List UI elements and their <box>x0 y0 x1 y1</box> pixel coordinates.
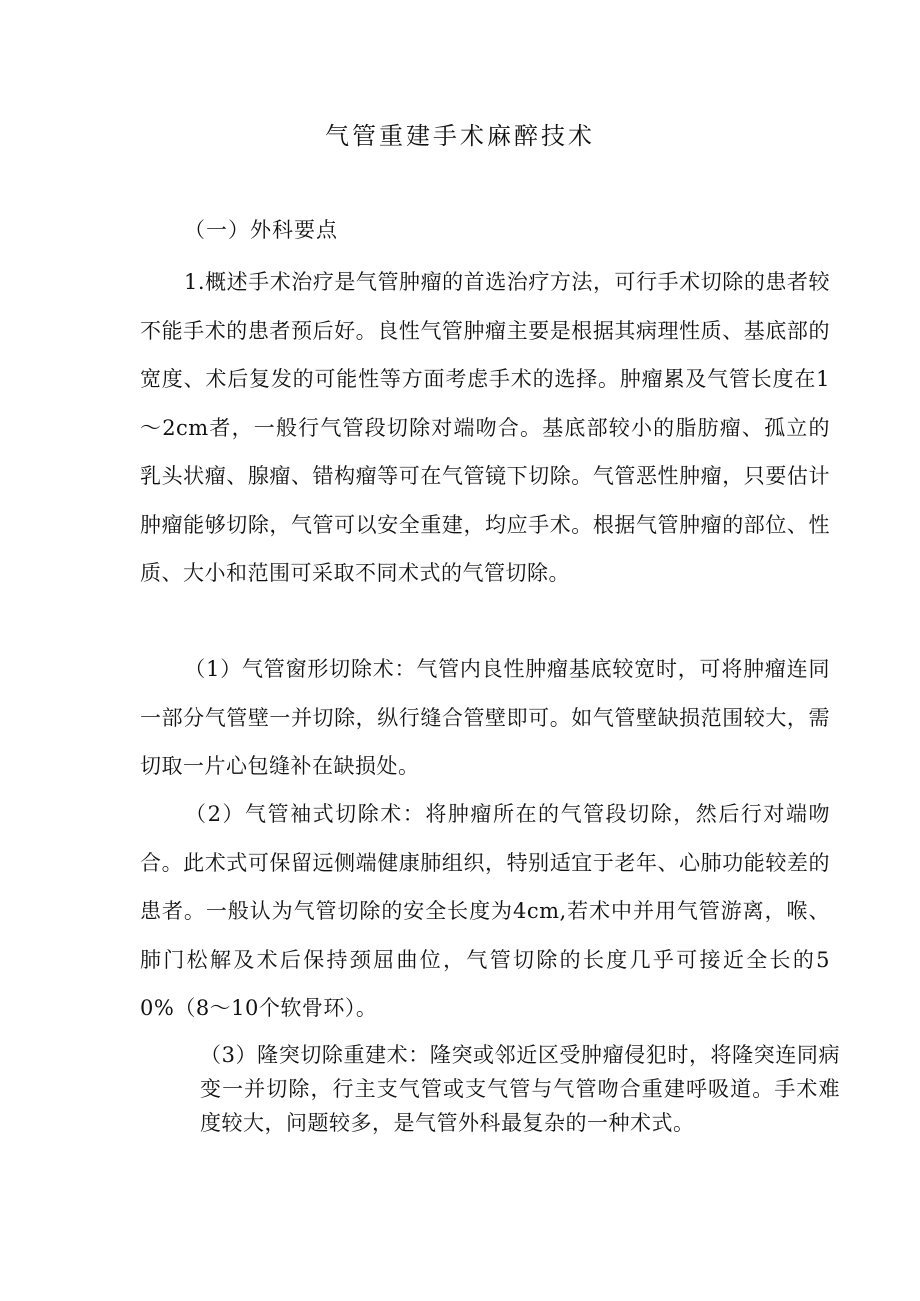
paragraph-sleeve-resection-text: （2）气管袖式切除术：将肿瘤所在的气管段切除，然后行对端吻合。此术式可保留远侧端健康肺组织，特别适宜于老年、心肺功能较差的患者。一般认为气管切除的安全长度为4cm,若术中并用气管游离，喉、肺门松解及术后保持颈屈曲位，气管切除的长度几乎可接近全长的50%（8～10个软骨环）。 <box>140 802 830 1020</box>
paragraph-window-resection-text: （1）气管窗形切除术：气管内良性肿瘤基底较宽时，可将肿瘤连同一部分气管壁一并切除，纵行缝合管壁即可。如气管壁缺损范围较大，需切取一片心包缝补在缺损处。 <box>140 657 830 778</box>
section-heading: （一）外科要点 <box>184 218 338 242</box>
paragraph-carina-resection <box>200 1038 840 1140</box>
paragraph-overview <box>140 258 830 598</box>
document-title: 气管重建手术麻醉技术 <box>325 122 595 150</box>
paragraph-window-resection <box>140 645 830 791</box>
paragraph-sleeve-resection <box>140 790 830 1033</box>
paragraph-carina-resection-text: （3）隆突切除重建术：隆突或邻近区受肿瘤侵犯时，将隆突连同病变一并切除，行主支气管或支气管与气管吻合重建呼吸道。手术难度较大，问题较多，是气管外科最复杂的一种术式。 <box>200 1043 840 1135</box>
paragraph-overview-text: 1.概述手术治疗是气管肿瘤的首选治疗方法，可行手术切除的患者较不能手术的患者预后好。良性气管肿瘤主要是根据其病理性质、基底部的宽度、术后复发的可能性等方面考虑手术的选择。肿瘤累及气管长度在1～2cm者，一般行气管段切除对端吻合。基底部较小的脂肪瘤、孤立的乳头状瘤、腺瘤、错构瘤等可在气管镜下切除。气管恶性肿瘤，只要估计肿瘤能够切除，气管可以安全重建，均应手术。根据气管肿瘤的部位、性质、大小和范围可采取不同术式的气管切除。 <box>140 270 830 585</box>
